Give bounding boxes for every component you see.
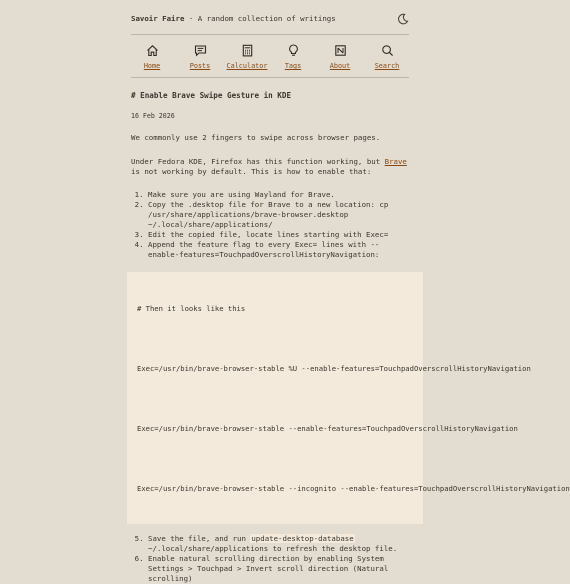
- nav-label: Home: [143, 62, 161, 70]
- nav-about[interactable]: [317, 44, 363, 71]
- code-line: Exec=/usr/bin/brave-browser-stable --enable-features=TouchpadOverscrollHistoryNavigation: [137, 424, 518, 433]
- steps-list-continued: [131, 534, 409, 584]
- code-line: Exec=/usr/bin/brave-browser-stable %U --enable-features=TouchpadOverscrollHistoryNavigation: [137, 364, 531, 373]
- nav-calculator[interactable]: [224, 44, 270, 71]
- brave-link[interactable]: Brave: [384, 157, 407, 166]
- page: [131, 0, 570, 584]
- nav-label: About: [329, 62, 351, 70]
- nav-label: Tags: [284, 62, 302, 70]
- nav-posts[interactable]: [177, 44, 223, 71]
- paragraph-intro: We commonly use 2 fingers to swipe across browser pages.: [131, 133, 381, 142]
- site-header: [131, 0, 409, 38]
- nav-search[interactable]: [364, 44, 410, 71]
- code-block[interactable]: [127, 272, 570, 524]
- site-title: [131, 14, 336, 24]
- search-icon: [381, 44, 394, 57]
- home-icon: [146, 44, 159, 57]
- list-item: 3. Edit the copied file, locate lines starting with Exec=: [148, 230, 409, 240]
- nav-label: Posts: [189, 62, 211, 70]
- nav-label: Calculator: [226, 62, 268, 70]
- list-item: 6. Enable natural scrolling direction by enabling System Settings > Touchpad > Invert scroll direction (Natural scrolling): [148, 554, 409, 584]
- list-item: 5. Save the file, and run update-desktop-database ~/.local/share/applications to refresh the desktop file.: [148, 534, 409, 554]
- about-icon: [334, 44, 347, 57]
- nav-tags[interactable]: [270, 44, 316, 71]
- title-separator: ·: [184, 14, 198, 23]
- paragraph-fedora: Under Fedora KDE, Firefox has this function working, but Brave is not working by default. This is how to enable that:: [131, 157, 407, 176]
- posts-icon: [194, 44, 207, 57]
- code-line: Exec=/usr/bin/brave-browser-stable --incognito --enable-features=TouchpadOverscrollHistoryNavigation: [137, 484, 570, 493]
- header-divider: [131, 34, 409, 35]
- nav-label: Search: [374, 62, 400, 70]
- list-item: 1. Make sure you are using Wayland for Brave.: [148, 190, 409, 200]
- calculator-icon: [241, 44, 254, 57]
- post-content: [131, 78, 570, 584]
- nav-home[interactable]: [129, 44, 175, 71]
- code-comment: # Then it looks like this: [137, 304, 246, 313]
- main-nav: [131, 38, 409, 78]
- list-item: 2. Copy the .desktop file for Brave to a new location: cp /usr/share/applications/brave-browser.desktop ~/.local/share/applications/: [148, 200, 409, 230]
- list-item: 4. Append the feature flag to every Exec= lines with --enable-features=TouchpadOverscrollHistoryNavigation:: [148, 240, 409, 260]
- steps-list: [131, 190, 409, 260]
- moon-icon[interactable]: [397, 13, 409, 25]
- site-tagline: A random collection of writings: [197, 14, 336, 23]
- site-name[interactable]: Savoir Faire: [131, 14, 185, 23]
- post-date: 16 Feb 2026: [131, 112, 175, 120]
- lightbulb-icon: [287, 44, 300, 57]
- inline-code: update-desktop-database: [251, 534, 354, 543]
- post-title: # Enable Brave Swipe Gesture in KDE: [131, 91, 292, 100]
